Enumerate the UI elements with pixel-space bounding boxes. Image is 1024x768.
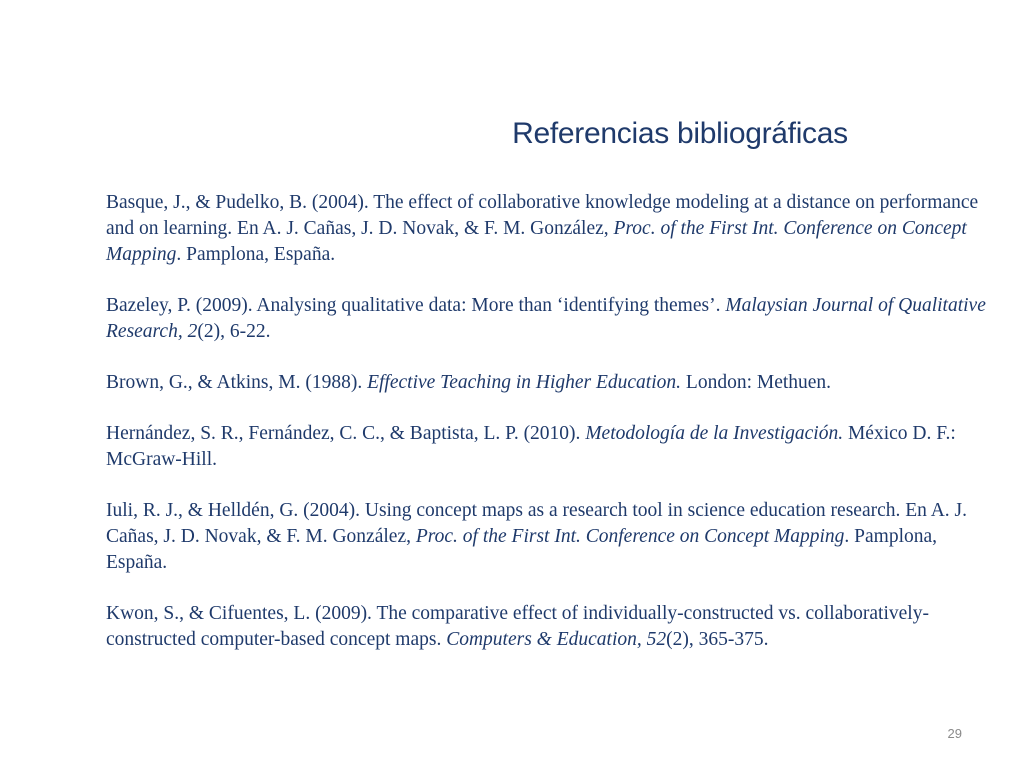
reference-italic: Proc. of the First Int. Conference on Concept Mapping <box>415 526 845 547</box>
reference-text: Kwon, S., & Cifuentes, L. (2009). The comparative effect of individually-constructed vs. collaboratively-constructed computer-based concept maps. <box>106 603 929 650</box>
reference-text: Brown, G., & Atkins, M. (1988). <box>106 372 368 393</box>
reference-text: México D. F.: McGraw-Hill. <box>106 423 956 470</box>
reference-text: (2), 6-22. <box>197 321 271 342</box>
reference-text: Iuli, R. J., & Helldén, G. (2004). Using concept maps as a research tool in science education research. En A. J. Cañas, J. D. Novak, & F. M. González, <box>106 500 967 547</box>
reference-italic: Computers & Education, 52 <box>446 629 667 650</box>
reference-text: Basque, J., & Pudelko, B. (2004). The effect of collaborative knowledge modeling at a distance on performance and on learning. En A. J. Cañas, J. D. Novak, & F. M. González, <box>106 192 979 239</box>
slide-title: Referencias bibliográficas <box>512 117 848 150</box>
reference-text: Hernández, S. R., Fernández, C. C., & Baptista, L. P. (2010). <box>106 423 586 444</box>
reference-item <box>106 293 986 345</box>
reference-text: Bazeley, P. (2009). Analysing qualitative data: More than ‘identifying themes’. <box>106 295 726 316</box>
reference-item <box>106 190 986 268</box>
reference-text: . Pamplona, España. <box>176 244 336 265</box>
reference-item <box>106 498 986 576</box>
reference-item <box>106 601 986 653</box>
reference-item <box>106 421 986 473</box>
reference-text: . Pamplona, España. <box>106 526 938 573</box>
reference-italic: Effective Teaching in Higher Education. <box>367 372 682 393</box>
page-number: 29 <box>947 726 962 741</box>
reference-list <box>106 190 986 678</box>
reference-text: London: Methuen. <box>681 372 832 393</box>
reference-italic: Proc. of the First Int. Conference on Concept Mapping <box>106 218 967 265</box>
reference-italic: Malaysian Journal of Qualitative Research, 2 <box>106 295 986 342</box>
reference-text: (2), 365-375. <box>666 629 769 650</box>
reference-italic: Metodología de la Investigación. <box>585 423 844 444</box>
reference-item <box>106 370 986 396</box>
